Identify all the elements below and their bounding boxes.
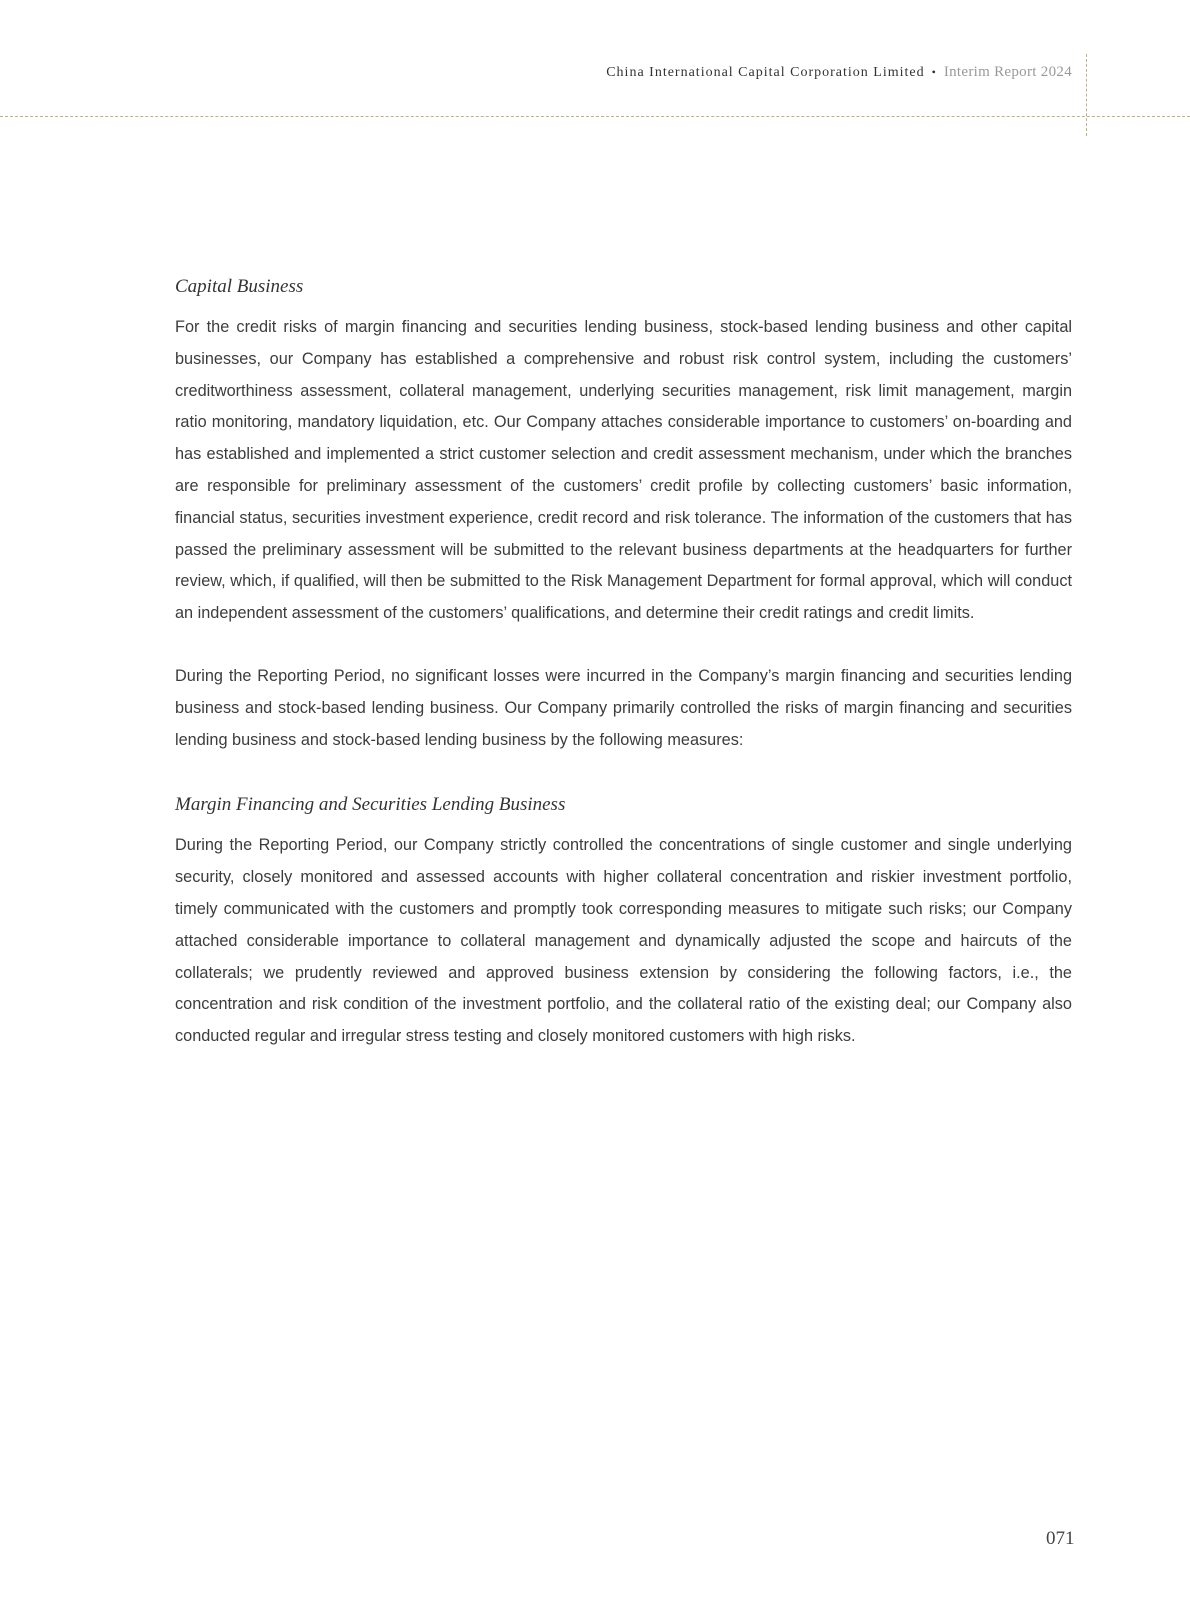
header-vertical-rule [1086, 54, 1087, 136]
paragraph: During the Reporting Period, our Company strictly controlled the concentrations of single customer and single underlying security, closely monitored and assessed accounts with higher collateral concentration and riskier investment portfolio, timely communicated with the customers and promptly took corresponding measures to mitigate such risks; our Company attached considerable importance to collateral management and dynamically adjusted the scope and haircuts of the collaterals; we prudently reviewed and approved business extension by considering the following factors, i.e., the concentration and risk condition of the investment portfolio, and the collateral ratio of the existing deal; our Company also conducted regular and irregular stress testing and closely monitored customers with high risks. [175, 836, 1072, 1046]
paragraph: For the credit risks of margin financing and securities lending business, stock-based lending business and other capital businesses, our Company has established a comprehensive and robust risk control system, including the customers’ creditworthiness assessment, collateral management, underlying securities management, risk limit management, margin ratio monitoring, mandatory liquidation, etc. Our Company attaches considerable importance to customers’ on-boarding and has established and implemented a strict customer selection and credit assessment mechanism, under which the branches are responsible for preliminary assessment of the customers’ credit profile by collecting customers’ basic information, financial status, securities investment experience, credit record and risk tolerance. The information of the customers that has passed the preliminary assessment will be submitted to the relevant business departments at the headquarters for further review, which, if qualified, will then be submitted to the Risk Management Department for formal approval, which will conduct an independent assessment of the customers’ qualifications, and determine their credit ratings and credit limits. [175, 318, 1072, 623]
header-company: China International Capital Corporation Limited [606, 65, 925, 80]
section-heading-margin-financing: Margin Financing and Securities Lending Business [175, 794, 566, 816]
header-separator: • [931, 65, 937, 79]
page-number: 071 [1046, 1528, 1075, 1549]
header-dashed-rule [0, 116, 1190, 117]
section-heading-capital-business: Capital Business [175, 276, 304, 297]
paragraph: During the Reporting Period, no significant losses were incurred in the Company’s margin financing and securities lending business and stock-based lending business. Our Company primarily controlled the risks of margin financing and securities lending business and stock-based lending business by the following measures: [175, 666, 1072, 749]
running-header [606, 64, 1072, 81]
header-report-title: Interim Report 2024 [943, 64, 1072, 80]
page-content [175, 276, 1072, 1084]
